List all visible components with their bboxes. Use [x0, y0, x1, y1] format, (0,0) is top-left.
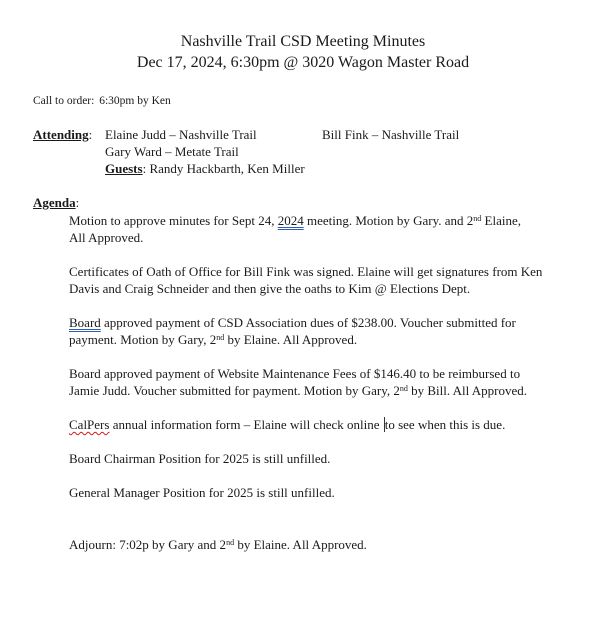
call-to-order — [33, 95, 171, 107]
agenda-item-oath-certificates — [69, 263, 569, 297]
text-run: meeting. Motion by Gary. and 2 — [303, 213, 474, 228]
guests-label: Guests — [105, 161, 143, 176]
agenda-item-line: Board approved payment of Website Maintenance Fees of $146.40 to be reimbursed to — [69, 366, 521, 381]
document-title: Nashville Trail CSD Meeting Minutes — [180, 33, 426, 50]
text-run: approved payment of CSD Association dues of $238.00. Voucher submitted for — [100, 315, 516, 330]
agenda-item-line — [69, 416, 569, 433]
text-run: Motion to approve minutes for Sept 24, — [69, 213, 278, 228]
agenda-item-board-chairman — [69, 450, 569, 467]
guests-value: Randy Hackbarth, Ken Miller — [146, 161, 305, 176]
attendee-2: Bill Fink – Nashville Trail — [322, 127, 460, 142]
agenda-item-line: Board Chairman Position for 2025 is still unfilled. — [69, 451, 331, 466]
agenda-label-wrap — [33, 194, 79, 211]
agenda-item-minutes-approval — [69, 212, 569, 246]
adjourn-line — [69, 536, 569, 553]
agenda-item-line: Davis and Craig Schneider and then give the oaths to Kim @ Elections Dept. — [69, 281, 471, 296]
text-run: Jamie Judd. Voucher submitted for payment. Motion by Gary, 2 — [69, 383, 400, 398]
attending-label: Attending — [33, 127, 89, 142]
agenda-label: Agenda — [33, 195, 76, 210]
agenda-item-line: All Approved. — [69, 230, 144, 245]
text-run: by Elaine. All Approved. — [224, 332, 358, 347]
agenda-item-line: Certificates of Oath of Office for Bill Fink was signed. Elaine will get signatures from Ken — [69, 264, 543, 279]
agenda-item-line — [69, 536, 569, 553]
superscript: nd — [226, 538, 235, 547]
spelling-flagged-word[interactable]: CalPers — [69, 417, 110, 432]
text-run: Adjourn: 7:02p by Gary and 2 — [69, 537, 227, 552]
text-run: Elaine, — [481, 213, 521, 228]
agenda-item-line — [69, 212, 569, 229]
guests-line — [105, 160, 305, 177]
text-run: by Elaine. All Approved. — [234, 537, 367, 552]
document-subtitle: Dec 17, 2024, 6:30pm @ 3020 Wagon Master Road — [136, 54, 470, 71]
text-run: by Bill. All Approved. — [407, 383, 528, 398]
grammar-flagged-word[interactable]: 2024 — [277, 213, 304, 228]
attending-label-wrap — [33, 126, 92, 143]
text-run: payment. Motion by Gary, 2 — [69, 332, 217, 347]
call-to-order-label: Call to order: — [33, 95, 95, 107]
agenda-item-website-fees — [69, 365, 569, 399]
agenda-item-csd-dues — [69, 314, 569, 348]
text-run: annual information form – Elaine will check online — [109, 417, 383, 432]
attendee-1: Elaine Judd – Nashville Trail — [105, 127, 257, 142]
call-to-order-value: 6:30pm by Ken — [99, 95, 171, 107]
superscript: nd — [473, 214, 482, 223]
attendee-3: Gary Ward – Metate Trail — [105, 144, 239, 159]
text-run: to see when this is due. — [384, 417, 506, 432]
grammar-flagged-word[interactable]: Board — [69, 315, 101, 330]
agenda-item-line — [69, 382, 569, 399]
agenda-item-calpers — [69, 416, 569, 433]
agenda-item-line: General Manager Position for 2025 is still unfilled. — [69, 485, 335, 500]
agenda-label-colon: : — [75, 195, 80, 210]
agenda-item-line — [69, 314, 569, 331]
superscript: nd — [399, 384, 408, 393]
attending-label-colon: : — [88, 127, 93, 142]
agenda-item-line — [69, 331, 569, 348]
agenda-item-general-manager — [69, 484, 569, 501]
guests-label-colon: : — [142, 161, 147, 176]
superscript: nd — [216, 333, 225, 342]
